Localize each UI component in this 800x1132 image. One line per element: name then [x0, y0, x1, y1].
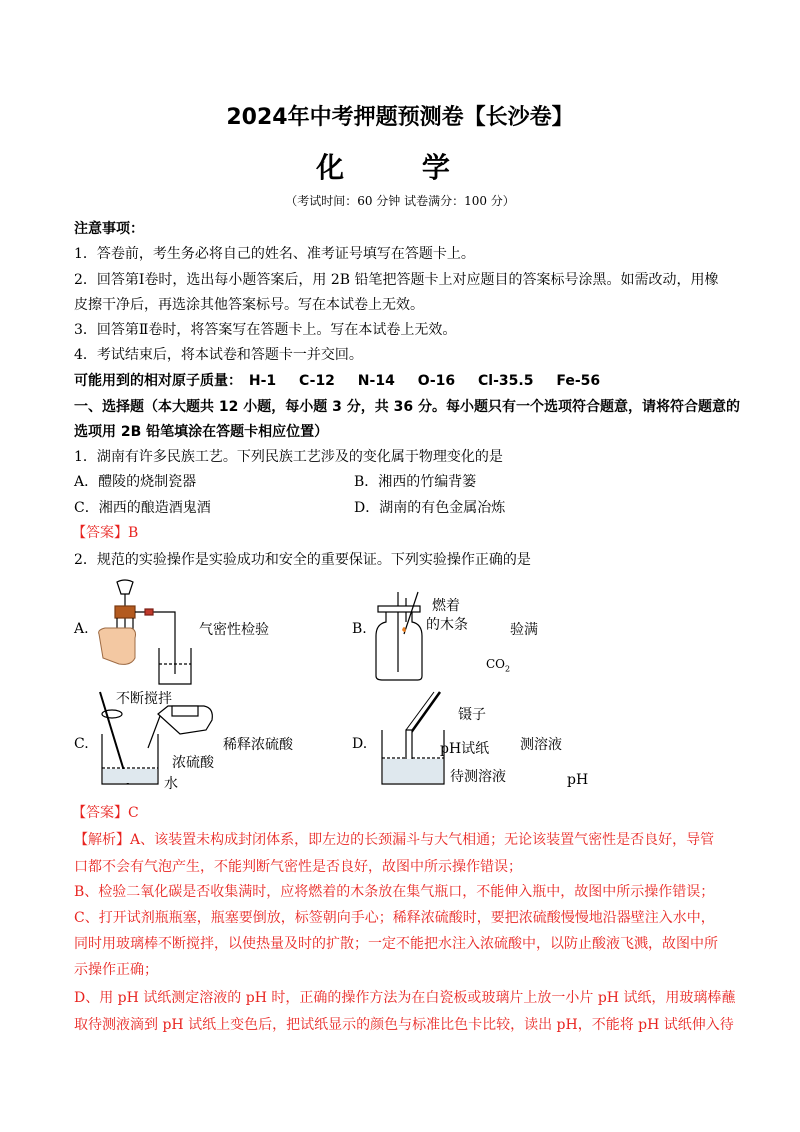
atomic-masses-label: 可能用到的相对原子质量：: [74, 373, 242, 389]
exam-title: 2024年中考押题预测卷【长沙卷】: [226, 105, 574, 130]
atomic-mass: Cl-35.5: [478, 373, 534, 389]
atomic-mass: Fe-56: [556, 373, 601, 389]
q2-option-c-label: 稀释浓硫酸: [223, 737, 293, 753]
analysis-line: C、打开试剂瓶瓶塞，瓶塞要倒放，标签朝向手心；稀释浓硫酸时，要把浓硫酸慢慢地沿器壁注入水中，: [74, 910, 715, 926]
question-2-stem: 2．规范的实验操作是实验成功和安全的重要保证。下列实验操作正确的是: [74, 552, 531, 568]
section-heading-cont: 选项用 2B 铅笔填涂在答题卡相应位置）: [74, 424, 329, 440]
note-item: 3．回答第Ⅱ卷时，将答案写在答题卡上。写在本试卷上无效。: [74, 322, 457, 338]
analysis-line: 同时用玻璃棒不断搅拌，以使热量及时的扩散；一定不能把水注入浓硫酸中，以防止酸液飞溅，故图中所: [74, 936, 718, 952]
note-item: 4．考试结束后，将本试卷和答题卡一并交回。: [74, 347, 363, 363]
q2-option-b-letter: B.: [352, 621, 367, 637]
notes-heading: 注意事项：: [74, 221, 144, 237]
q2-d-annotation: pH试纸: [440, 741, 490, 757]
analysis-line: B、检验二氧化碳是否收集满时，应将燃着的木条放在集气瓶口，不能伸入瓶中，故图中所示操作错误；: [74, 884, 715, 900]
analysis-line: 口都不会有气泡产生，不能判断气密性是否良好，故图中所示操作错误；: [74, 859, 522, 875]
q2-option-b-co2: [486, 657, 510, 673]
q1-option-a: A．醴陵的烧制瓷器: [74, 474, 197, 490]
question-1-stem: 1．湖南有许多民族工艺。下列民族工艺涉及的变化属于物理变化的是: [74, 449, 503, 465]
analysis-line: 取待测液滴到 pH 试纸上变色后，把试纸显示的颜色与标准比色卡比较，读出 pH，不能将 pH 试纸伸入待: [74, 1017, 734, 1033]
analysis-line: D、用 pH 试纸测定溶液的 pH 时，正确的操作方法为在白瓷板或玻璃片上放一小片 pH 试纸，用玻璃棒蘸: [74, 990, 736, 1006]
q2-d-annotation: 待测溶液: [450, 769, 506, 785]
note-item: 2．回答第Ⅰ卷时，选出每小题答案后，用 2B 铅笔把答题卡上对应题目的答案标号涂黑。如需改动，用橡: [74, 272, 719, 288]
q1-option-b: B．湘西的竹编背篓: [354, 474, 477, 490]
q2-b-annotation: 的木条: [426, 617, 468, 633]
co2-text: CO: [486, 657, 506, 671]
q2-option-a-label: 气密性检验: [199, 622, 269, 638]
note-item: 皮擦干净后，再选涂其他答案标号。写在本试卷上无效。: [74, 297, 424, 313]
q2-answer: 【答案】C: [72, 805, 139, 821]
co2-subscript: 2: [505, 664, 511, 674]
atomic-mass: N-14: [357, 373, 395, 389]
q2-d-annotation: 镊子: [458, 707, 486, 723]
atomic-mass: O-16: [417, 373, 456, 389]
q2-b-annotation: 燃着: [432, 598, 460, 614]
q2-option-a-letter: A.: [74, 621, 89, 637]
q2-option-b-label: 验满: [510, 622, 538, 638]
q2-option-d-label: 测溶液: [520, 737, 562, 753]
exam-info: （考试时间：60 分钟 试卷满分：100 分）: [285, 194, 515, 208]
atomic-mass: C-12: [299, 373, 335, 389]
q2-c-annotation: 水: [164, 776, 178, 792]
q2-c-annotation: 不断搅拌: [116, 691, 172, 707]
q2-option-d-ph: pH: [567, 772, 589, 788]
atomic-mass: H-1: [248, 373, 277, 389]
analysis-line: 【解析】A、该装置未构成封闭体系，即左边的长颈漏斗与大气相通；无论该装置气密性是否良好，导管: [74, 832, 715, 848]
q1-option-d: D．湖南的有色金属冶炼: [354, 500, 506, 516]
q2-option-d-letter: D.: [352, 736, 368, 752]
analysis-line: 示操作正确；: [74, 962, 158, 978]
q1-option-c: C．湘西的酿造酒鬼酒: [74, 500, 211, 516]
section-heading: 一、选择题（本大题共 12 小题，每小题 3 分，共 36 分。每小题只有一个选项符合题意，请将符合题意的: [74, 399, 740, 415]
q2-option-c-letter: C.: [74, 736, 89, 752]
note-item: 1．答卷前，考生务必将自己的姓名、准考证号填写在答题卡上。: [74, 246, 475, 262]
airtightness-apparatus-figure: [95, 578, 205, 688]
q2-c-annotation: 浓硫酸: [172, 755, 214, 771]
q1-answer: 【答案】B: [72, 525, 139, 541]
atomic-masses: [74, 371, 618, 391]
subject-heading: 化 学: [316, 151, 484, 184]
